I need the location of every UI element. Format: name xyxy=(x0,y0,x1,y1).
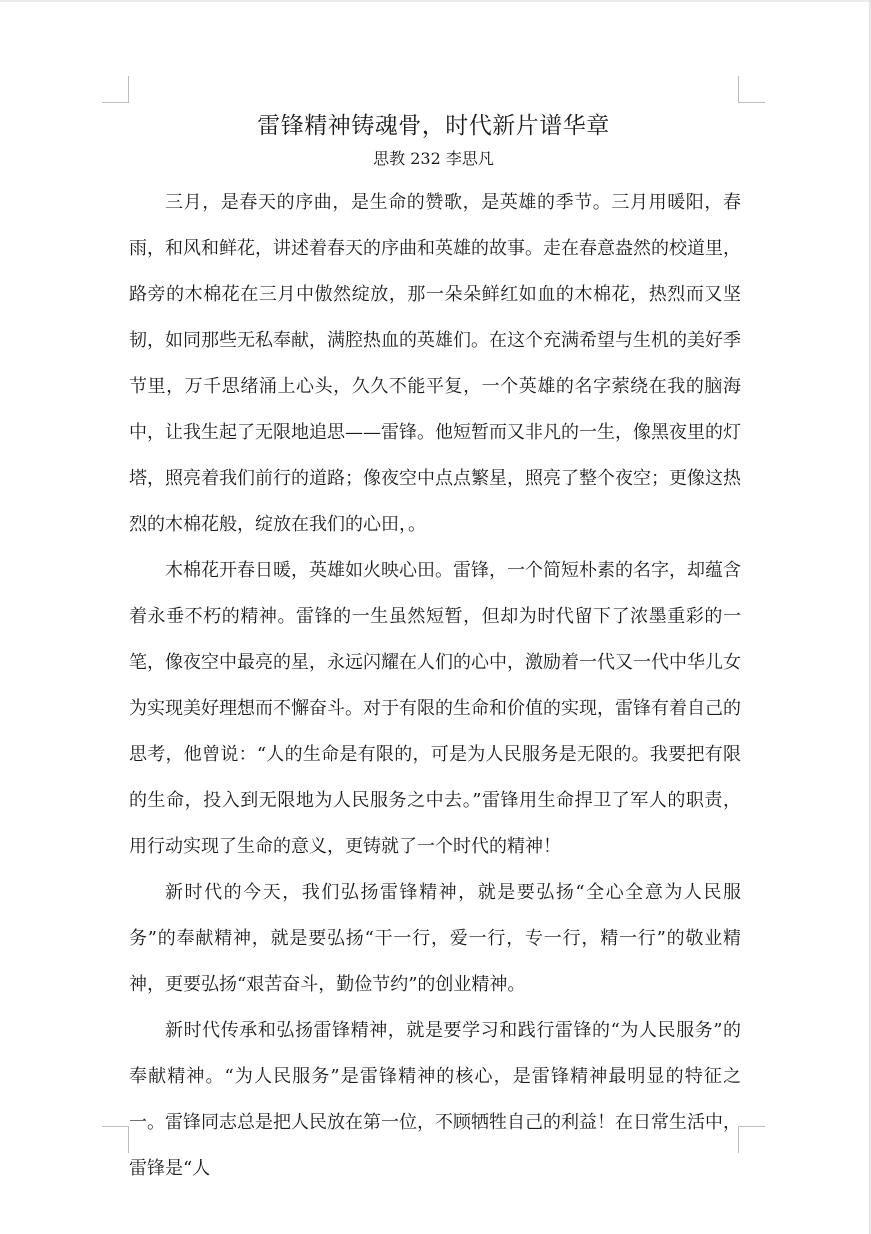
document-author: 思教 232 李思凡 xyxy=(373,149,494,168)
crop-mark-top-right xyxy=(738,76,765,103)
paragraph-4: 新时代传承和弘扬雷锋精神，就是要学习和践行雷锋的“为人民服务”的奉献精神。“为人民服务”是雷锋精神的核心，是雷锋精神最明显的特征之一。雷锋同志总是把人民放在第一位，不顾牺牲自己的利益！在日常生活中，雷锋是“人 xyxy=(129,1020,741,1179)
paragraph-2: 木棉花开春日暖，英雄如火映心田。雷锋，一个简短朴素的名字，却蕴含着永垂不朽的精神。雷锋的一生虽然短暂，但却为时代留下了浓墨重彩的一笔，像夜空中最亮的星，永远闪耀在人们的心中，激励着一代又一代中华儿女为实现美好理想而不懈奋斗。对于有限的生命和价值的实现，雷锋有着自己的思考，他曾说：“人的生命是有限的，可是为人民服务是无限的。我要把有限的生命，投入到无限地为人民服务之中去。”雷锋用生命捍卫了军人的职责，用行动实现了生命的意义，更铸就了一个时代的精神！ xyxy=(129,560,741,857)
crop-mark-top-left xyxy=(102,76,129,103)
paragraph-1: 三月，是春天的序曲，是生命的赞歌，是英雄的季节。三月用暖阳，春雨，和风和鲜花，讲述着春天的序曲和英雄的故事。走在春意盎然的校道里，路旁的木棉花在三月中傲然绽放，那一朵朵鲜红如血的木棉花，热烈而又坚韧，如同那些无私奉献，满腔热血的英雄们。在这个充满希望与生机的美好季节里，万千思绪涌上心头，久久不能平复，一个英雄的名字萦绕在我的脑海中，让我生起了无限地追思——雷锋。他短暂而又非凡的一生，像黑夜里的灯塔，照亮着我们前行的道路；像夜空中点点繁星，照亮了整个夜空；更像这热烈的木棉花般，绽放在我们的心田，。 xyxy=(129,192,741,535)
crop-mark-bottom-right xyxy=(738,1126,765,1153)
page-top-edge xyxy=(0,0,871,2)
document-body xyxy=(129,180,741,1192)
paragraph-3: 新时代的今天，我们弘扬雷锋精神，就是要弘扬“全心全意为人民服务”的奉献精神，就是要弘扬“干一行，爱一行，专一行，精一行”的敬业精神，更要弘扬“艰苦奋斗，勤俭节约”的创业精神。 xyxy=(129,882,741,995)
crop-mark-bottom-left xyxy=(102,1126,129,1153)
document-title: 雷锋精神铸魂骨，时代新片谱华章 xyxy=(257,113,610,139)
